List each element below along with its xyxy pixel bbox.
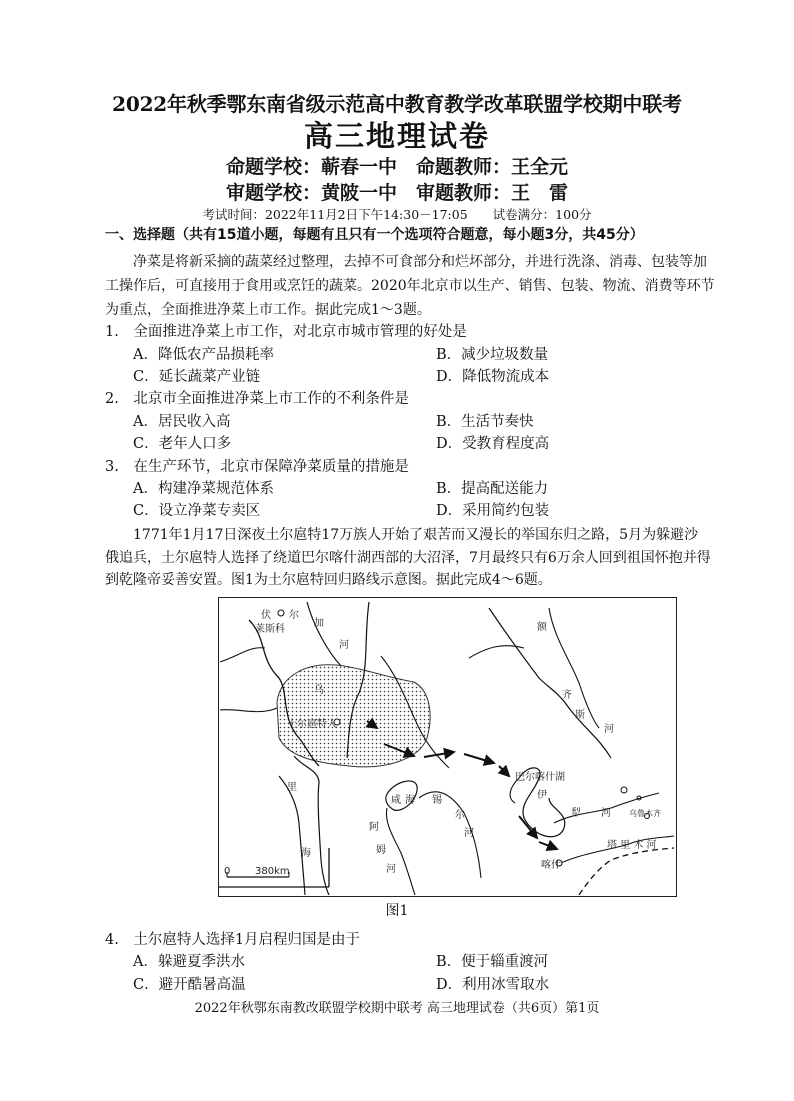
map-label: 河 — [601, 808, 611, 819]
map-label: 斯 — [575, 710, 585, 721]
map-label: 河 — [464, 828, 474, 839]
option-d[interactable]: D．降低物流成本 — [436, 369, 550, 385]
option-d[interactable]: D．采用简约包装 — [436, 503, 550, 519]
map-label: 阿 — [369, 822, 379, 833]
map-label: 海 — [405, 795, 415, 806]
map-label: 河 — [386, 864, 396, 875]
map-label: 海 — [301, 848, 311, 859]
option-a[interactable]: A．躲避夏季洪水 — [133, 954, 245, 970]
irtysh-river — [489, 608, 611, 758]
map-label: 齐 — [562, 690, 572, 701]
map-label: 犁 — [571, 808, 581, 819]
map-label: 塔 里 木 河 — [607, 840, 657, 851]
route-map — [218, 597, 677, 897]
reviewer-line: 审题学校：黄陂一中 审题教师：王 雷 — [225, 182, 568, 204]
option-a[interactable]: A．居民收入高 — [133, 414, 231, 430]
map-label: 额 — [537, 622, 547, 633]
map-label: 莱斯科 — [255, 624, 285, 635]
question-stem: 2. 北京市全面推进净菜上市工作的不利条件是 — [105, 391, 409, 407]
option-b[interactable]: B．减少垃圾数量 — [436, 347, 549, 363]
route-arrow — [539, 842, 557, 849]
map-label: 尔 — [455, 810, 465, 821]
passage-line: 净菜是将新采摘的蔬菜经过整理，去掉不可食部分和烂坏部分，并进行洗涤、消毒、包装等加 — [105, 254, 707, 270]
option-d[interactable]: D．受教育程度高 — [436, 436, 550, 452]
passage-line: 为重点，全面推进净菜上市工作。据此完成1～3题。 — [105, 302, 431, 318]
map-label: 姆 — [376, 845, 386, 856]
option-d[interactable]: D．利用冰雪取水 — [436, 977, 550, 993]
option-b[interactable]: B．生活节奏快 — [436, 414, 534, 430]
map-label: 土尔扈特人 — [287, 719, 337, 730]
option-c[interactable]: C．设立净菜专卖区 — [133, 503, 261, 519]
option-c[interactable]: C．老年人口多 — [133, 436, 232, 452]
map-label: 喀什 — [541, 860, 561, 871]
map-label: 尔 — [289, 610, 299, 621]
option-a[interactable]: A．降低农产品损耗率 — [133, 347, 274, 363]
map-label: 乌鲁木齐 — [629, 809, 661, 818]
map-label: 加 — [314, 618, 324, 629]
map-label: 乌 — [314, 685, 324, 696]
passage-line: 到乾隆帝妥善安置。图1为土尔扈特回归路线示意图。据此完成4～6题。 — [105, 572, 552, 588]
border-line — [579, 848, 674, 895]
option-a[interactable]: A．构建净菜规范体系 — [133, 481, 274, 497]
map-label: 伏 — [261, 610, 271, 621]
exam-info: 考试时间：2022年11月2日下午14:30－17:05 试卷满分：100分 — [202, 207, 592, 222]
question-stem: 3. 在生产环节，北京市保障净菜质量的措施是 — [105, 459, 409, 475]
page-footer: 2022年秋鄂东南教改联盟学校期中联考 高三地理试卷（共6页）第1页 — [194, 1001, 600, 1016]
question-stem: 4. 土尔扈特人选择1月启程归国是由于 — [105, 932, 361, 948]
option-c[interactable]: C．延长蔬菜产业链 — [133, 369, 261, 385]
scale-zero: 0 — [224, 866, 231, 877]
paper-subject-title: 高三地理试卷 — [303, 119, 490, 153]
route-arrow — [424, 752, 454, 757]
passage-line: 俄追兵，土尔扈特人选择了绕道巴尔喀什湖西部的大沼泽，7月最终只有6万余人回到祖国怀抱并得 — [105, 550, 711, 566]
question-stem: 1. 全面推进净菜上市工作，对北京市城市管理的好处是 — [105, 324, 467, 340]
map-label: 里 — [287, 782, 297, 793]
option-b[interactable]: B．便于辎重渡河 — [436, 954, 549, 970]
map-label: 咸 — [391, 795, 401, 806]
map-label: 伊 — [537, 790, 547, 801]
passage-line: 工操作后，可直接用于食用或烹饪的蔬菜。2020年北京市以生产、销售、包装、物流、消费等环节 — [105, 278, 715, 294]
scale-value: 380km — [255, 866, 290, 877]
map-label: 巴尔喀什湖 — [515, 772, 565, 783]
volgograd-dot — [278, 610, 284, 616]
exam-title: 2022年秋季鄂东南省级示范高中教育教学改革联盟学校期中联考 — [112, 92, 682, 116]
route-arrow — [499, 766, 509, 776]
map-label: 河 — [604, 724, 614, 735]
option-c[interactable]: C．避开酷暑高温 — [133, 977, 246, 993]
map-label: 河 — [339, 640, 349, 651]
route-arrow — [464, 754, 494, 763]
section-title: 一、选择题（共有15道小题，每题有且只有一个选项符合题意，每小题3分，共45分） — [105, 227, 644, 243]
figure-caption: 图1 — [385, 903, 409, 919]
route-arrow — [519, 816, 537, 838]
map-label: 锡 — [432, 795, 442, 806]
proposer-line: 命题学校：蕲春一中 命题教师：王全元 — [225, 156, 568, 178]
passage-line: 1771年1月17日深夜土尔扈特17万族人开始了艰苦而又漫长的举国东归之路，5月为躲避沙 — [105, 527, 699, 543]
option-b[interactable]: B．提高配送能力 — [436, 481, 549, 497]
